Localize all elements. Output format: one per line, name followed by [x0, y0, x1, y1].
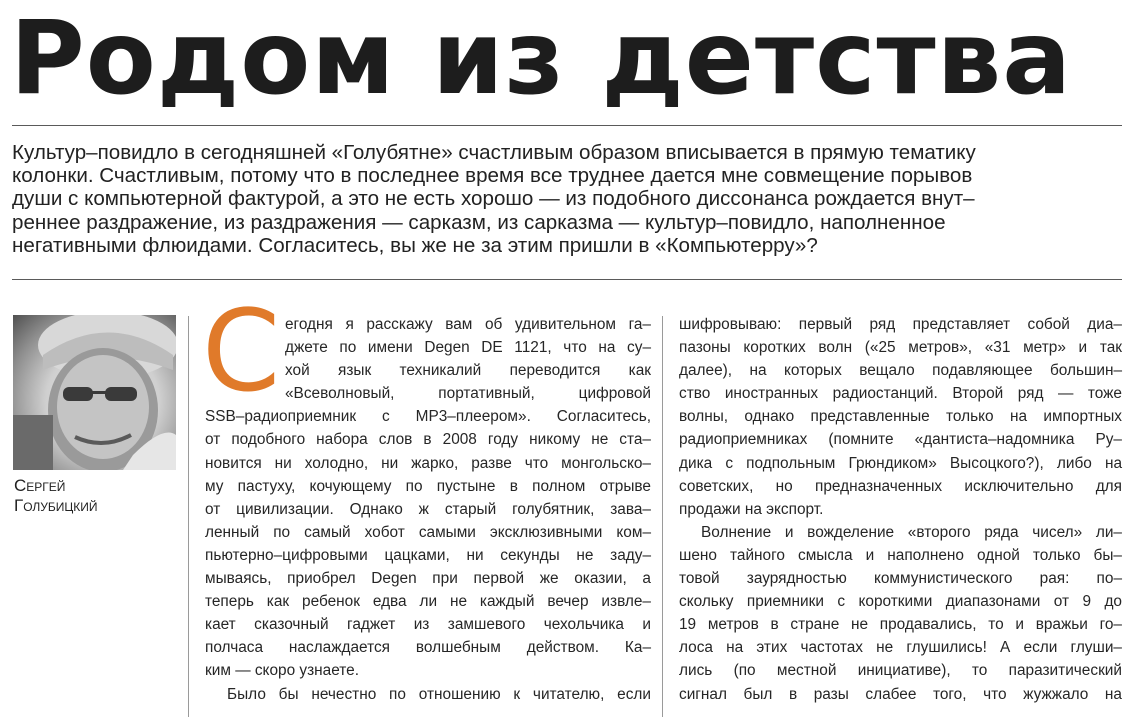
author-photo	[13, 315, 176, 470]
text-line: Волнение и вожделение «второго ряда чисел» ли–	[701, 523, 1122, 541]
text-line: дика с подпольным Грюндиком» Высоцкого?), либо на	[679, 454, 1122, 472]
text-line: пазоны коротких волн («25 метров», «31 метр» и так	[679, 339, 1122, 357]
text-line: шено тайного смысла и наполнено одной только бы–	[679, 546, 1122, 564]
lead-line: негативными флюидами. Согласитесь, вы же не за этим пришли в «Компьютерру»?	[12, 233, 818, 257]
text-line: «Всеволновый, портативный, цифровой	[285, 385, 651, 403]
lead-line: реннее раздражение, из раздражения — сарказм, из сарказма — культур–повидло, наполненное	[12, 210, 946, 234]
text-line: ленный по самый хобот самыми эксклюзивными ком–	[205, 523, 651, 541]
text-line: радиоприемниках (помните «дантиста–надомника Ру–	[679, 431, 1122, 449]
text-line: теперь как ребенок едва ли не каждый вечер извле–	[205, 593, 651, 611]
headline: Родом из детства	[10, 0, 1073, 118]
section-rule	[12, 279, 1122, 280]
text-line: лоса на этих частотах не глушились! А если глуши–	[679, 639, 1122, 657]
text-line: от подобного набора слов в 2008 году никому не ста–	[205, 431, 651, 449]
top-rule	[12, 125, 1122, 126]
text-line: далее), на которых вещало подавляющее большин–	[679, 362, 1122, 380]
text-line: хой язык техникалий переводится как	[285, 362, 651, 380]
text-line: кает сказочный гаджет из замшевого чехольчика и	[205, 616, 651, 634]
text-line: мываясь, приобрел Degen при первой же оказии, а	[205, 570, 651, 588]
column-divider	[188, 316, 189, 717]
author-first-name: Сергей	[14, 476, 66, 495]
column-divider	[662, 316, 663, 717]
text-line: советских, но предназначенных исключительно для	[679, 477, 1122, 495]
text-line: лись (по местной инициативе), то паразитический	[679, 662, 1122, 680]
lead-paragraph	[12, 141, 1122, 257]
lead-line: колонки. Счастливым, потому что в последнее время все труднее дается мне совмещение порывов	[12, 164, 973, 188]
text-line: егодня я расскажу вам об удивительном га–	[285, 316, 651, 333]
text-line: полчаса наслаждается волшебным действом. Ка–	[205, 639, 651, 657]
drop-cap: С	[202, 287, 281, 417]
article-column-1	[205, 313, 651, 706]
author-last-name: Голубицкий	[14, 496, 98, 515]
text-line: скольку приемники с короткими диапазонами от 9 до	[679, 593, 1122, 611]
text-line: волны, однако представленные только на импортных	[679, 408, 1122, 426]
text-line: ство иностранных радиостанций. Второй ряд — тоже	[679, 385, 1122, 403]
text-line: сигнал был в разы слабее того, что жужжало на	[679, 685, 1122, 703]
text-line: продажи на экспорт.	[679, 500, 824, 518]
author-portrait-image	[13, 315, 176, 470]
text-line: Было бы нечестно по отношению к читателю, если	[227, 685, 651, 703]
text-line: му пастуху, кочующему по пустыне в полном отрыве	[205, 477, 651, 495]
text-line: ким — скоро узнаете.	[205, 662, 359, 680]
article-column-2	[679, 313, 1122, 706]
text-line: товой заурядностью коммунистического рая: по–	[679, 570, 1122, 588]
lead-line: Культур–повидло в сегодняшней «Голубятне» счастливым образом вписывается в прямую тематику	[12, 141, 976, 164]
text-line: джете по имени Degen DE 1121, что на су–	[285, 339, 651, 357]
author-byline	[14, 476, 174, 516]
text-line: новится ни холодно, ни жарко, разве что монгольско–	[205, 454, 651, 472]
text-line: шифровываю: первый ряд представляет собой диа–	[679, 316, 1122, 333]
text-line: 19 метров в стране не продавались, то и вражьи го–	[679, 616, 1122, 634]
lead-line: души с компьютерной фактурой, а это не есть хорошо — из подобного диссонанса рождается внут–	[12, 187, 975, 211]
text-line: от цивилизации. Однако ж старый голубятник, зава–	[205, 500, 651, 518]
text-line: пьютерно–цифровыми цацками, ни секунды не заду–	[205, 546, 651, 564]
text-line: SSB–радиоприемник с MP3–плеером». Согласитесь,	[205, 408, 651, 426]
